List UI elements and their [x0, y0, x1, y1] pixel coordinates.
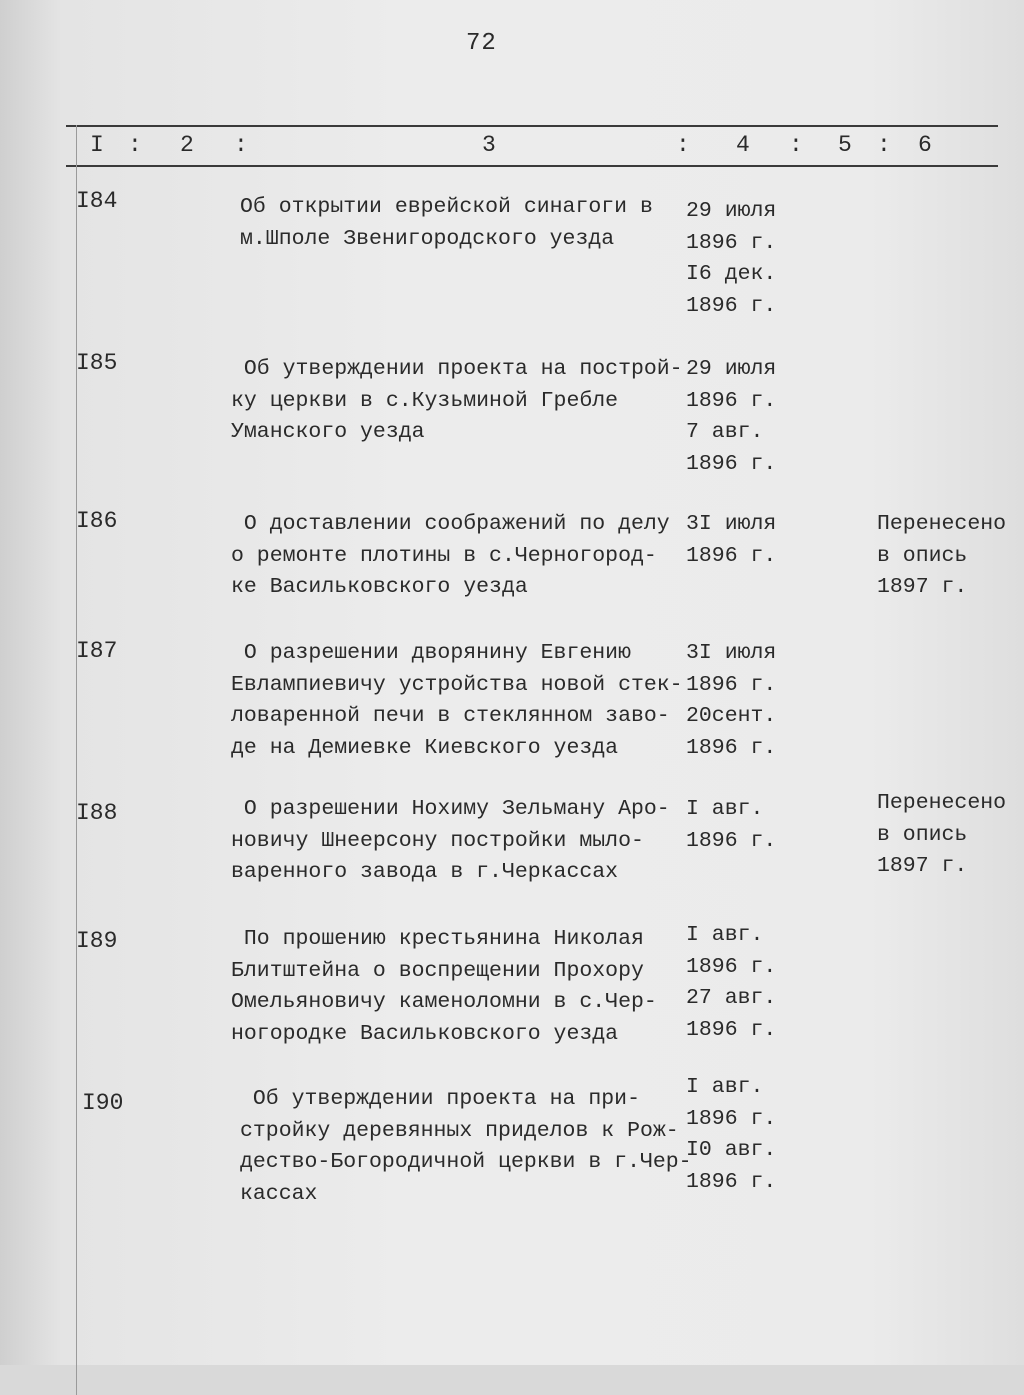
- page-number: 72: [466, 30, 497, 57]
- column-separator: :: [128, 132, 142, 158]
- header-bottom-rule: [66, 165, 998, 167]
- entry-dates: 29 июля 1896 г. 7 авг. 1896 г.: [686, 357, 777, 476]
- entry-number: I90: [82, 1090, 124, 1116]
- column-header-2: 2: [180, 132, 194, 158]
- column-header-4: 4: [736, 132, 750, 158]
- column-separator: :: [877, 132, 891, 158]
- entry-title: Об открытии еврейской синагоги в м.Шполе Звенигородского уезда: [240, 195, 653, 251]
- column-header-6: 6: [918, 132, 932, 158]
- entry-number: I84: [76, 188, 118, 214]
- column-separator: :: [234, 132, 248, 158]
- entry-dates: 3I июля 1896 г.: [686, 512, 777, 568]
- entry-title: О доставлении соображений по делу о ремонте плотины в с.Черногород- ке Васильковского уезда: [231, 512, 670, 599]
- left-margin-line: [76, 125, 77, 1395]
- entry-number: I87: [76, 638, 118, 664]
- entry-number: I85: [76, 350, 118, 376]
- entry-dates: I авг. 1896 г. I0 авг. 1896 г.: [686, 1075, 777, 1194]
- entry-title: Об утверждении проекта на при- стройку деревянных приделов к Рож- дество-Богородичной церкви в г.Чер- кассах: [240, 1087, 692, 1206]
- entry-number: I89: [76, 928, 118, 954]
- entry-title: По прошению крестьянина Николая Блитштейна о воспрещении Прохору Омельяновичу каменоломни в с.Чер- ногородке Васильковского уезда: [231, 927, 657, 1046]
- column-separator: :: [676, 132, 690, 158]
- header-top-rule: [66, 125, 998, 127]
- entry-dates: 29 июля 1896 г. I6 дек. 1896 г.: [686, 199, 777, 318]
- column-separator: :: [789, 132, 803, 158]
- entry-title: Об утверждении проекта на построй- ку церкви в с.Кузьминой Гребле Уманского уезда: [231, 357, 683, 444]
- column-header-3: 3: [482, 132, 496, 158]
- entry-number: I88: [76, 800, 118, 826]
- entry-dates: I авг. 1896 г. 27 авг. 1896 г.: [686, 923, 777, 1042]
- entry-note: Перенесено в опись 1897 г.: [877, 512, 1007, 599]
- entry-dates: 3I июля 1896 г. 20сент. 1896 г.: [686, 641, 777, 760]
- entry-title: О разрешении дворянину Евгению Евлампиевичу устройства новой стек- ловаренной печи в стеклянном заво- де на Демиевке Киевского уезда: [231, 641, 683, 760]
- entry-dates: I авг. 1896 г.: [686, 797, 777, 853]
- entry-number: I86: [76, 508, 118, 534]
- column-header-1: I: [90, 132, 104, 158]
- entry-note: Перенесено в опись 1897 г.: [877, 791, 1007, 878]
- entry-title: О разрешении Нохиму Зельману Аро- новичу Шнеерсону постройки мыло- варенного завода в г.Черкассах: [231, 797, 670, 884]
- column-header-5: 5: [838, 132, 852, 158]
